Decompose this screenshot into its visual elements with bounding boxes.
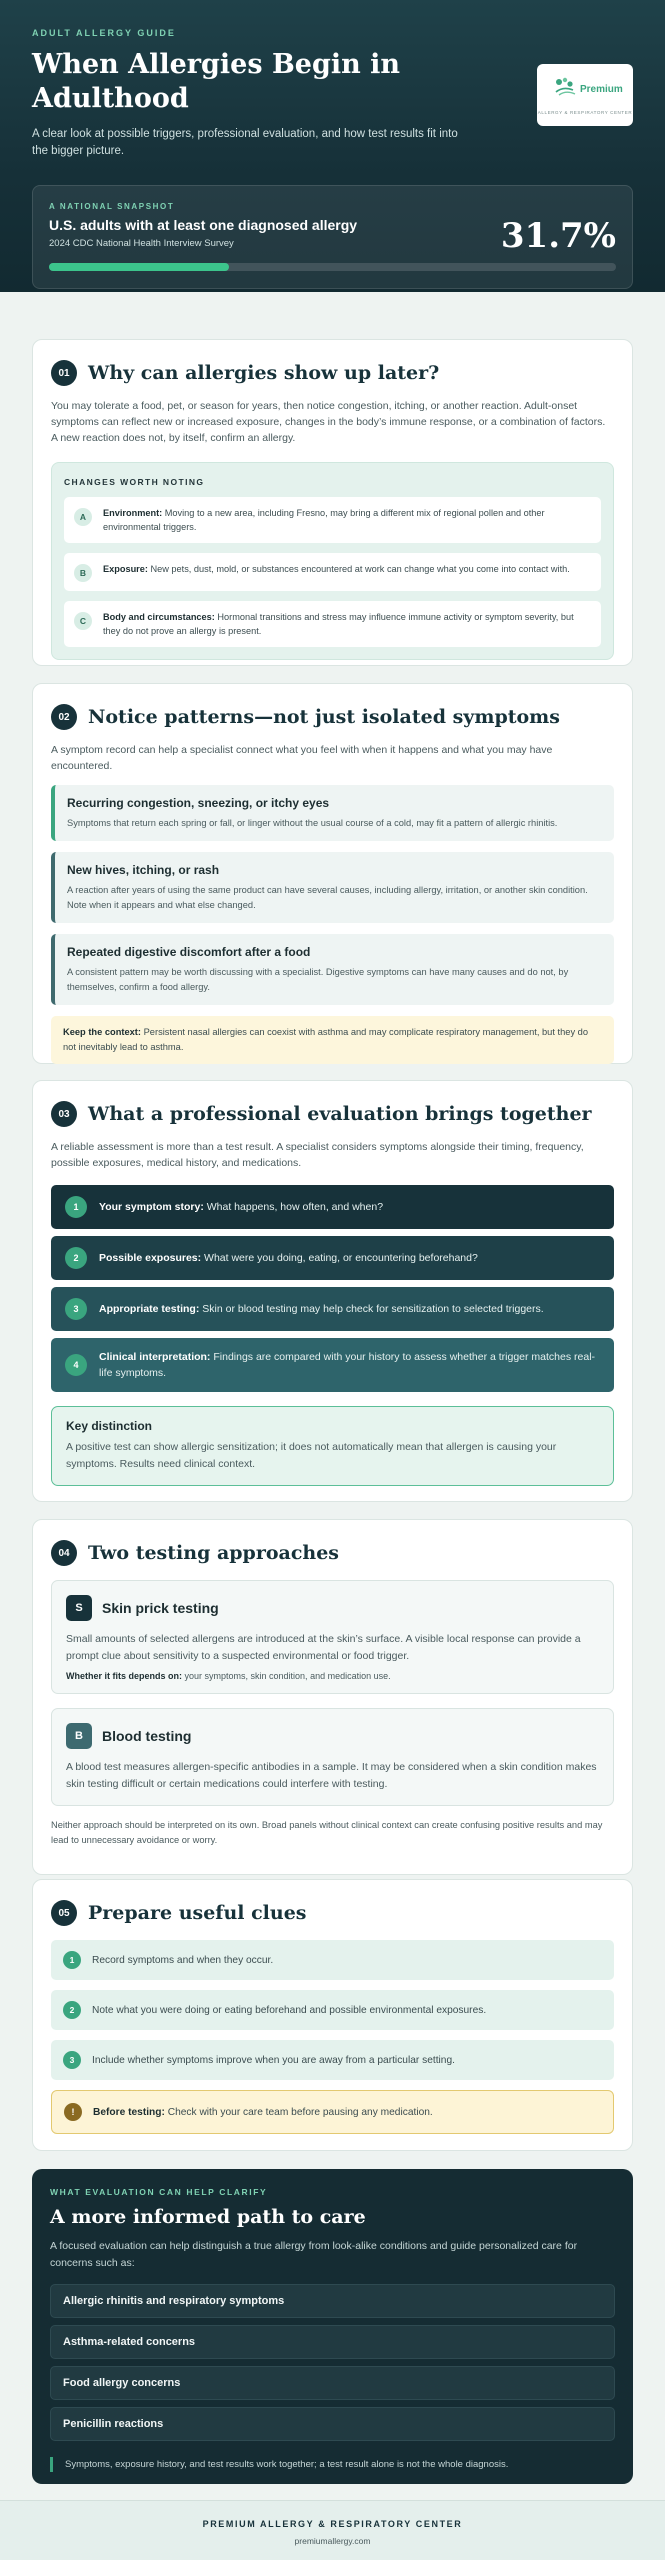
step-number: 3 [65,1298,87,1320]
section-intro: A symptom record can help a specialist connect what you feel with when it happens and what you may have encountered. [51,744,553,772]
clue-item [51,2040,614,2080]
pattern-text: A reaction after years of using the same product can have several causes, including allergy, irritation, or another skin condition. Note when it appears and what else changed. [67,885,588,910]
pattern-card [51,852,614,923]
before-label: Before testing: [93,2106,165,2118]
logo-tagline: ALLERGY & RESPIRATORY CENTER [537,110,633,115]
section-testing [32,1519,633,1875]
change-label: Environment: [103,508,163,518]
context-text: Persistent nasal allergies can coexist with asthma and may complicate respiratory management, but they do not inevitably lead to asthma. [63,1027,589,1052]
changes-title: CHANGES WORTH NOTING [64,477,205,487]
change-item [64,601,601,647]
distinction-text: A positive test can show allergic sensitization; it does not automatically mean that allergen is causing your symptoms. Results need clinical context. [66,1441,557,1470]
section-title: Why can allergies show up later? [88,362,440,384]
key-distinction [51,1406,614,1486]
section-title: What a professional evaluation brings together [88,1103,592,1125]
step-number: 1 [65,1196,87,1218]
concern-item: Asthma-related concerns [50,2325,615,2359]
footer-url[interactable]: premiumallergy.com [294,2536,371,2546]
section-informed-path [32,2169,633,2484]
evaluation-step [51,1185,614,1229]
step-label: Your symptom story: [99,1201,204,1213]
pattern-text: A consistent pattern may be worth discussing with a specialist. Digestive symptoms can have many causes and do not, by themselves, confirm a food allergy. [67,967,569,992]
concern-item: Penicillin reactions [50,2407,615,2441]
concern-item: Food allergy concerns [50,2366,615,2400]
test-card-blood [51,1708,614,1806]
evaluation-step [51,1236,614,1280]
national-snapshot [32,185,633,289]
step-number: 2 [65,1247,87,1269]
footer-name: PREMIUM ALLERGY & RESPIRATORY CENTER [202,2519,463,2529]
change-text: Moving to a new area, including Fresno, may bring a different mix of regional pollen and other environmental triggers. [103,508,545,532]
step-text: What were you doing, eating, or encountering beforehand? [204,1252,478,1264]
step-label: Clinical interpretation: [99,1351,211,1363]
dark-note: Symptoms, exposure history, and test results work together; a test result alone is not the whole diagnosis. [50,2457,615,2472]
warning-icon: ! [64,2103,82,2121]
clue-number: 1 [63,1951,81,1969]
change-item [64,497,601,543]
hero [0,0,665,292]
letter-badge: C [74,612,92,630]
snapshot-value: 31.7% [500,216,616,256]
section-title: Notice patterns—not just isolated symptoms [88,706,560,728]
test-badge: S [66,1595,92,1621]
section-number: 05 [51,1900,77,1926]
test-name: Skin prick testing [102,1600,219,1616]
clue-text: Note what you were doing or eating beforehand and possible environmental exposures. [92,2004,487,2016]
step-text: What happens, how often, and when? [206,1201,384,1213]
context-note [51,1016,614,1064]
context-label: Keep the context: [63,1027,142,1037]
dark-text: A focused evaluation can help distinguish a true allergy from look-alike conditions and guide personalized care for concerns such as: [50,2240,578,2269]
clue-text: Record symptoms and when they occur. [92,1954,274,1966]
logo-word: Premium [580,84,623,95]
snapshot-progress-track [49,263,616,271]
section-number: 01 [51,360,77,386]
section-why-later [32,339,633,666]
change-label: Body and circumstances: [103,612,215,622]
snapshot-progress-fill [49,263,229,271]
footer [0,2500,665,2560]
section-intro: You may tolerate a food, pet, or season for years, then notice congestion, itching, or another reaction. Adult-onset symptoms can reflect new or increased exposure, changes in the body’s immune response, or a combination of factors. A new reaction does not, by itself, confirm an allergy. [51,400,606,444]
distinction-title: Key distinction [66,1419,153,1433]
evaluation-step [51,1287,614,1331]
pattern-card [51,934,614,1005]
section-clues [32,1879,633,2151]
pattern-title: Recurring congestion, sneezing, or itchy eyes [67,796,330,810]
dark-title: A more informed path to care [50,2206,366,2228]
step-label: Appropriate testing: [99,1303,200,1315]
letter-badge: A [74,508,92,526]
letter-badge: B [74,564,92,582]
lungs-leaf-icon [553,76,579,98]
pattern-title: Repeated digestive discomfort after a food [67,945,311,959]
step-text: Skin or blood testing may help check for sensitization to selected triggers. [202,1303,544,1315]
change-text: Hormonal transitions and stress may influence immune activity or symptom severity, but they do not prove an allergy is present. [103,612,574,636]
section-title: Prepare useful clues [88,1902,307,1924]
change-text: New pets, dust, mold, or substances encountered at work can change what you come into contact with. [150,564,570,574]
snapshot-kicker: A NATIONAL SNAPSHOT [49,202,175,211]
brand-logo [537,64,633,126]
changes-box [51,462,614,660]
clue-item [51,1990,614,2030]
pattern-title: New hives, itching, or rash [67,863,220,877]
change-label: Exposure: [103,564,148,574]
fit-label: Whether it fits depends on: [66,1671,182,1681]
snapshot-source: 2024 CDC National Health Interview Survey [49,238,234,249]
pattern-card [51,785,614,841]
section-number: 04 [51,1540,77,1566]
snapshot-title: U.S. adults with at least one diagnosed allergy [49,217,358,233]
concern-item: Allergic rhinitis and respiratory symptoms [50,2284,615,2318]
pattern-text: Symptoms that return each spring or fall, or linger without the usual course of a cold, may fit a pattern of allergic rhinitis. [67,818,558,828]
section-evaluation [32,1080,633,1502]
step-text: Findings are compared with your history to assess whether a trigger matches real-life symptoms. [99,1351,596,1379]
clue-text: Include whether symptoms improve when you are away from a particular setting. [92,2054,455,2066]
step-number: 4 [65,1354,87,1376]
clue-number: 3 [63,2051,81,2069]
test-badge: B [66,1723,92,1749]
test-text: A blood test measures allergen-specific antibodies in a sample. It may be considered when a skin condition makes skin testing difficult or certain medications could interfere with testing. [66,1761,597,1790]
evaluation-step [51,1338,614,1392]
fit-text: your symptoms, skin condition, and medication use. [184,1671,391,1681]
hero-kicker: ADULT ALLERGY GUIDE [32,28,176,38]
section-number: 02 [51,704,77,730]
test-card-skin [51,1580,614,1694]
change-item [64,553,601,591]
hero-title: When Allergies Begin in Adulthood [32,49,400,114]
hero-subtitle: A clear look at possible triggers, professional evaluation, and how test results fit into the bigger picture. [32,128,458,157]
before-testing-note [51,2090,614,2134]
testing-note: Neither approach should be interpreted on its own. Broad panels without clinical context can create confusing positive results and may lead to unnecessary avoidance or worry. [51,1820,603,1845]
section-title: Two testing approaches [88,1542,340,1564]
clue-item [51,1940,614,1980]
test-text: Small amounts of selected allergens are introduced at the skin’s surface. A visible local response can provide a prompt clue about sensitivity to a suspected environmental or food trigger. [66,1633,581,1662]
section-intro: A reliable assessment is more than a test result. A specialist considers symptoms alongside their timing, frequency, possible exposures, medical history, and medications. [51,1141,584,1169]
dark-kicker: WHAT EVALUATION CAN HELP CLARIFY [50,2187,268,2197]
section-number: 03 [51,1101,77,1127]
step-label: Possible exposures: [99,1252,202,1264]
before-text: Check with your care team before pausing any medication. [167,2106,433,2118]
clue-number: 2 [63,2001,81,2019]
test-name: Blood testing [102,1728,192,1744]
section-patterns [32,683,633,1064]
